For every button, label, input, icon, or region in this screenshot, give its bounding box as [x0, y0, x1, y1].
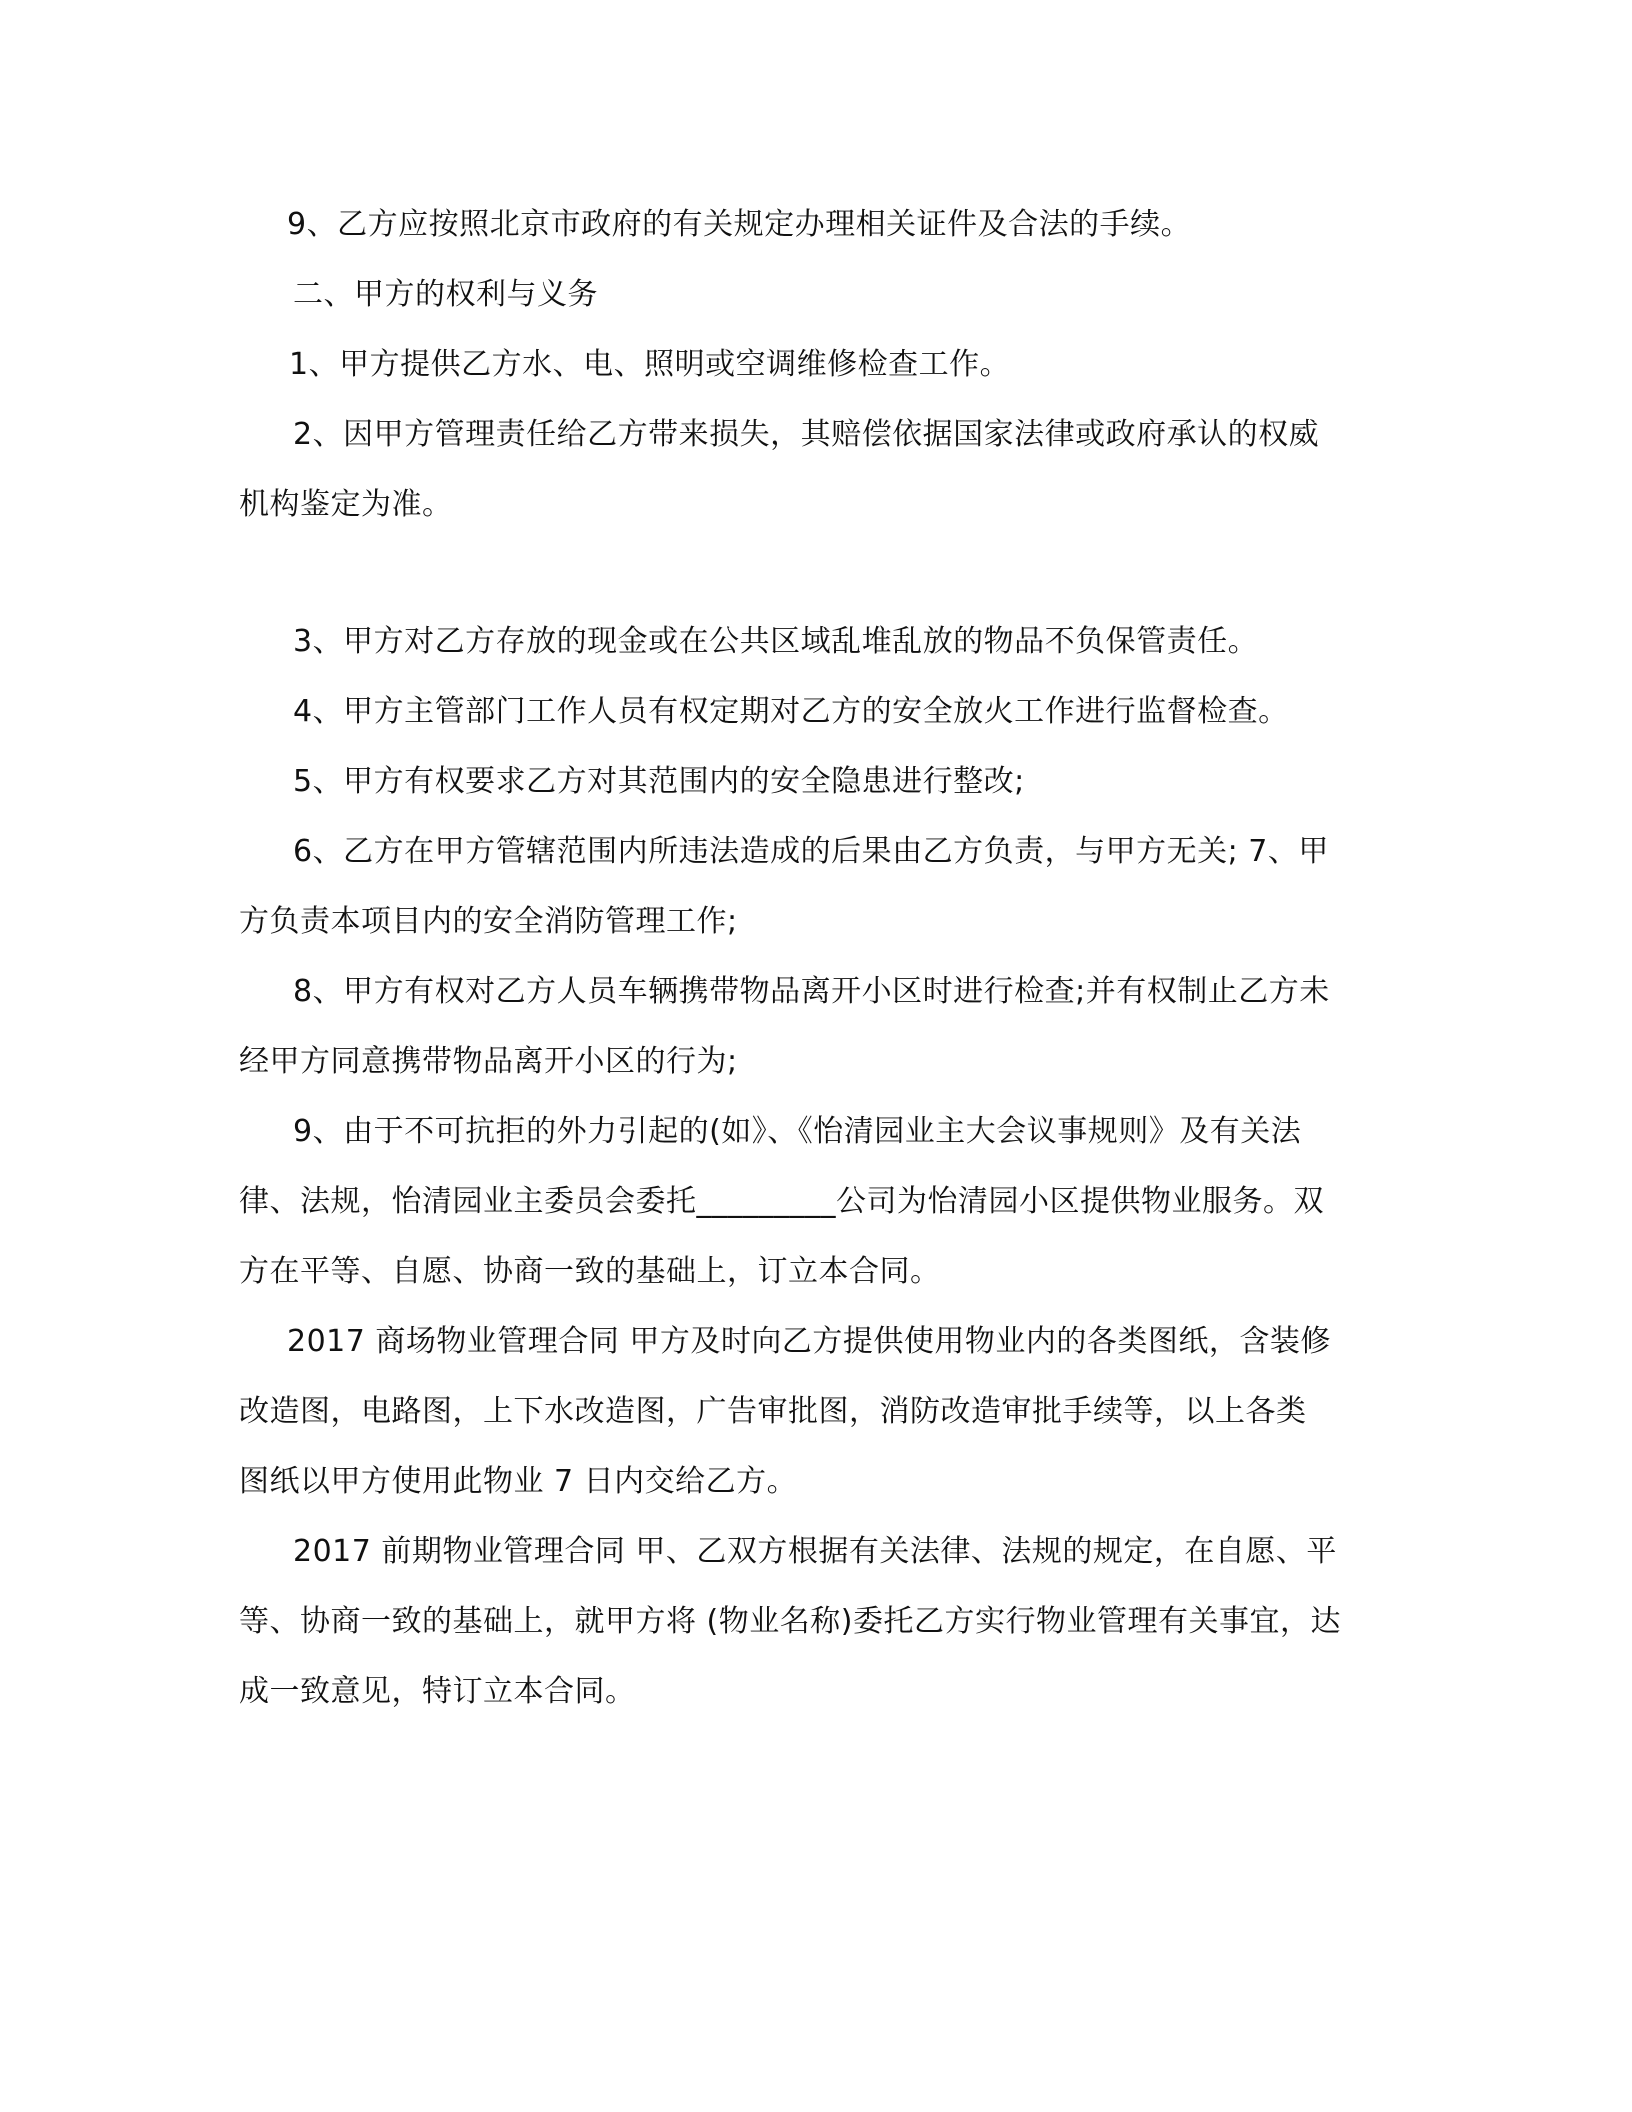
paragraph-line: 8、甲方有权对乙方人员车辆携带物品离开小区时进行检查;并有权制止乙方未 [293, 974, 1330, 1009]
paragraph-line: 成一致意见，特订立本合同。 [239, 1674, 636, 1709]
paragraph-line: 方在平等、自愿、协商一致的基础上，订立本合同。 [239, 1254, 941, 1289]
section-heading: 二、甲方的权利与义务 [293, 277, 598, 312]
paragraph-line: 1、甲方提供乙方水、电、照明或空调维修检查工作。 [289, 347, 1011, 382]
paragraph-line: 4、甲方主管部门工作人员有权定期对乙方的安全放火工作进行监督检查。 [293, 694, 1289, 729]
paragraph-line: 5、甲方有权要求乙方对其范围内的安全隐患进行整改; [293, 764, 1025, 799]
paragraph-line: 3、甲方对乙方存放的现金或在公共区域乱堆乱放的物品不负保管责任。 [293, 624, 1259, 659]
paragraph-line: 9、由于不可抗拒的外力引起的(如》、《怡清园业主大会议事规则》及有关法 [293, 1114, 1302, 1149]
paragraph-line: 律、法规，怡清园业主委员会委托_________公司为怡清园小区提供物业服务。双 [239, 1184, 1324, 1219]
paragraph-line: 等、协商一致的基础上，就甲方将 (物业名称)委托乙方实行物业管理有关事宜，达 [239, 1604, 1341, 1639]
paragraph-line: 6、乙方在甲方管辖范围内所违法造成的后果由乙方负责，与甲方无关; 7、甲 [293, 834, 1329, 869]
paragraph-line: 2017 商场物业管理合同 甲方及时向乙方提供使用物业内的各类图纸，含装修 [287, 1324, 1331, 1359]
paragraph-line: 改造图，电路图，上下水改造图，广告审批图，消防改造审批手续等，以上各类 [239, 1394, 1307, 1429]
paragraph-line: 经甲方同意携带物品离开小区的行为; [239, 1044, 738, 1079]
paragraph-line: 2017 前期物业管理合同 甲、乙双方根据有关法律、法规的规定，在自愿、平 [293, 1534, 1337, 1569]
paragraph-line: 方负责本项目内的安全消防管理工作; [239, 904, 738, 939]
paragraph-line: 9、乙方应按照北京市政府的有关规定办理相关证件及合法的手续。 [287, 207, 1192, 242]
paragraph-line: 2、因甲方管理责任给乙方带来损失，其赔偿依据国家法律或政府承认的权威 [293, 417, 1320, 452]
paragraph-line: 机构鉴定为准。 [239, 487, 453, 522]
paragraph-line: 图纸以甲方使用此物业 7 日内交给乙方。 [239, 1464, 798, 1499]
